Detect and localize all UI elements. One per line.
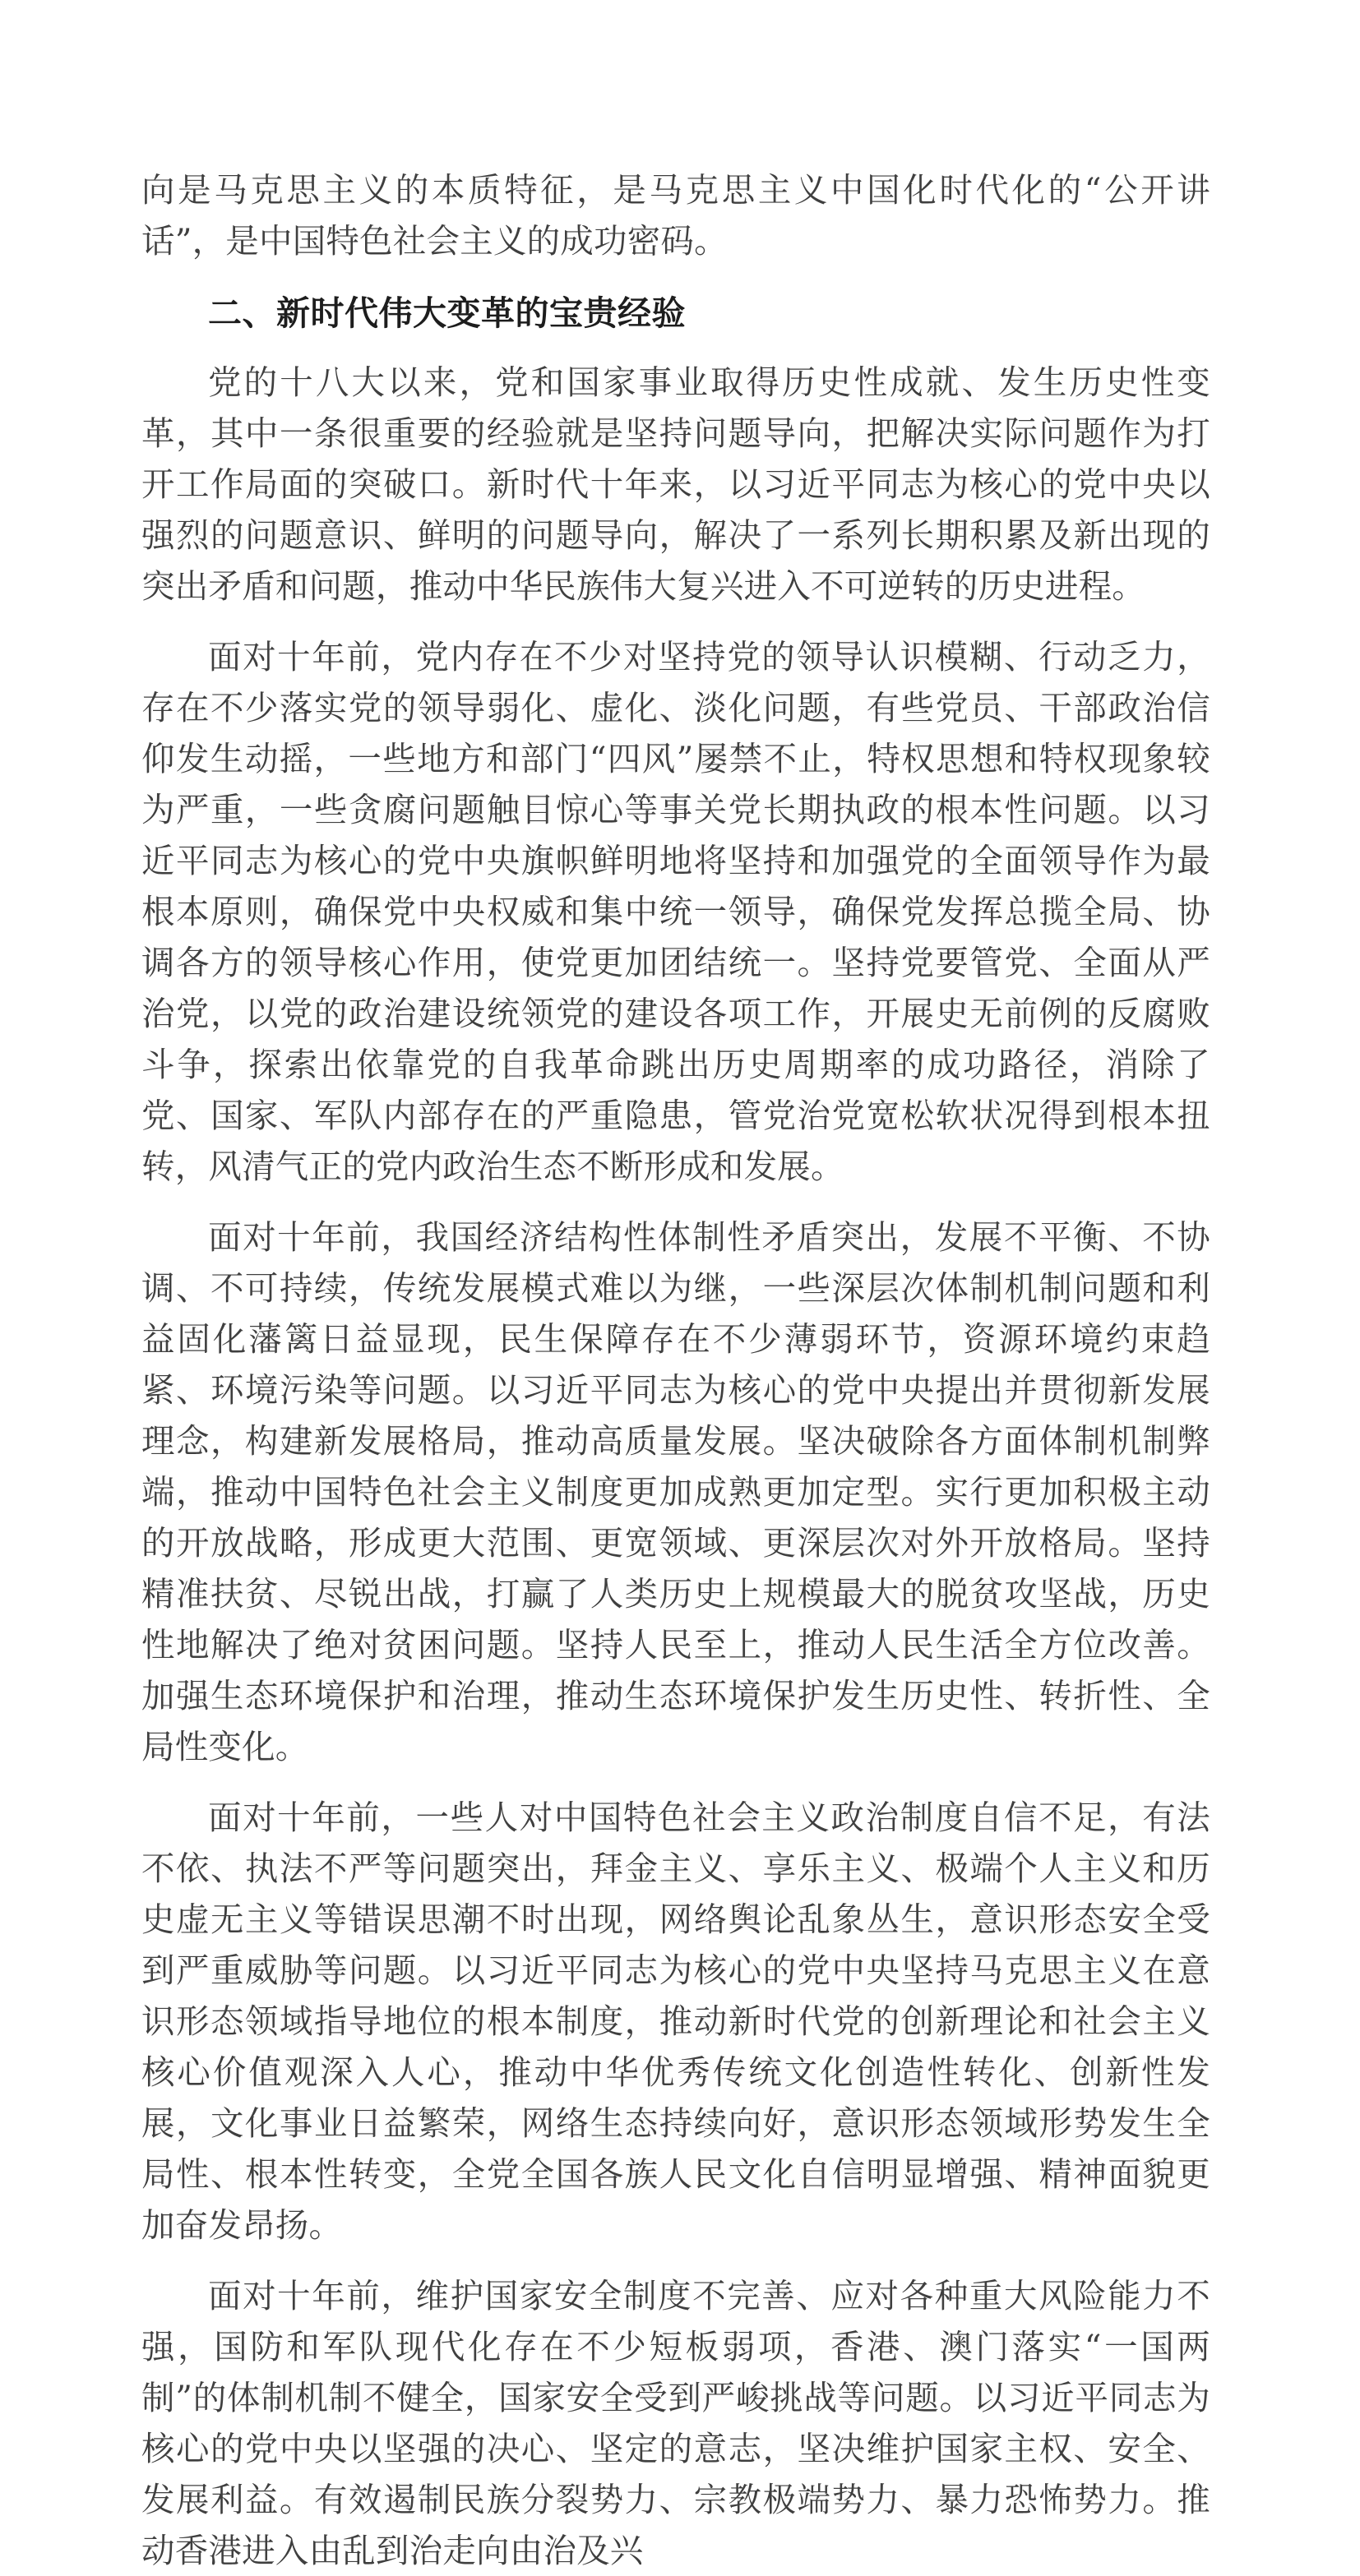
section-heading: 二、新时代伟大变革的宝贵经验 [208,293,686,333]
body-paragraph-5: 面对十年前，维护国家安全制度不完善、应对各种重大风险能力不强，国防和军队现代化存在不少短板弱项，香港、澳门落实“一国两制”的体制机制不健全，国家安全受到严峻挑战等问题。以习近平同志为核心的党中央以坚强的决心、坚定的意志，坚决维护国家主权、安全、发展利益。有效遏制民族分裂势力、宗教极端势力、暴力恐怖势力。推动香港进入由乱到治走向由治及兴 [141,2276,1210,2570]
paragraph-spacer [141,1197,1210,1212]
document-body [141,164,1210,2576]
paragraph-spacer [141,2255,1210,2270]
opening-paragraph: 向是马克思主义的本质特征，是马克思主义中国化时代化的“公开讲话”，是中国特色社会主义的成功密码。 [141,170,1210,261]
paragraph-spacer [141,616,1210,631]
body-paragraph-2: 面对十年前，党内存在不少对坚持党的领导认识模糊、行动乏力，存在不少落实党的领导弱化、虚化、淡化问题，有些党员、干部政治信仰发生动摇，一些地方和部门“四风”屡禁不止，特权思想和特权现象较为严重，一些贪腐问题触目惊心等事关党长期执政的根本性问题。以习近平同志为核心的党中央旗帜鲜明地将坚持和加强党的全面领导作为最根本原则，确保党中央权威和集中统一领导，确保党发挥总揽全局、协调各方的领导核心作用，使党更加团结统一。坚持党要管党、全面从严治党，以党的政治建设统领党的建设各项工作，开展史无前例的反腐败斗争，探索出依靠党的自我革命跳出历史周期率的成功路径，消除了党、国家、军队内部存在的严重隐患，管党治党宽松软状况得到根本扭转，风清气正的党内政治生态不断形成和发展。 [141,637,1210,1186]
paragraph-spacer [141,1777,1210,1792]
body-paragraph-1: 党的十八大以来，党和国家事业取得历史性成就、发生历史性变革，其中一条很重要的经验就是坚持问题导向，把解决实际问题作为打开工作局面的突破口。新时代十年来，以习近平同志为核心的党中央以强烈的问题意识、鲜明的问题导向，解决了一系列长期积累及新出现的突出矛盾和问题，推动中华民族伟大复兴进入不可逆转的历史进程。 [141,362,1210,606]
body-paragraph-4: 面对十年前，一些人对中国特色社会主义政治制度自信不足，有法不依、执法不严等问题突出，拜金主义、享乐主义、极端个人主义和历史虚无主义等错误思潮不时出现，网络舆论乱象丛生，意识形态安全受到严重威胁等问题。以习近平同志为核心的党中央坚持马克思主义在意识形态领域指导地位的根本制度，推动新时代党的创新理论和社会主义核心价值观深入人心，推动中华优秀传统文化创造性转化、创新性发展，文化事业日益繁荣，网络生态持续向好，意识形态领域形势发生全局性、根本性转变，全党全国各族人民文化自信明显增强、精神面貌更加奋发昂扬。 [141,1798,1210,2245]
body-paragraph-3: 面对十年前，我国经济结构性体制性矛盾突出，发展不平衡、不协调、不可持续，传统发展模式难以为继，一些深层次体制机制问题和利益固化藩篱日益显现，民生保障存在不少薄弱环节，资源环境约束趋紧、环境污染等问题。以习近平同志为核心的党中央提出并贯彻新发展理念，构建新发展格局，推动高质量发展。坚决破除各方面体制机制弊端，推动中国特色社会主义制度更加成熟更加定型。实行更加积极主动的开放战略，形成更大范围、更宽领域、更深层次对外开放格局。坚持精准扶贫、尽锐出战，打赢了人类历史上规模最大的脱贫攻坚战，历史性地解决了绝对贫困问题。坚持人民至上，推动人民生活全方位改善。加强生态环境保护和治理，推动生态环境保护发生历史性、转折性、全局性变化。 [141,1217,1210,1766]
